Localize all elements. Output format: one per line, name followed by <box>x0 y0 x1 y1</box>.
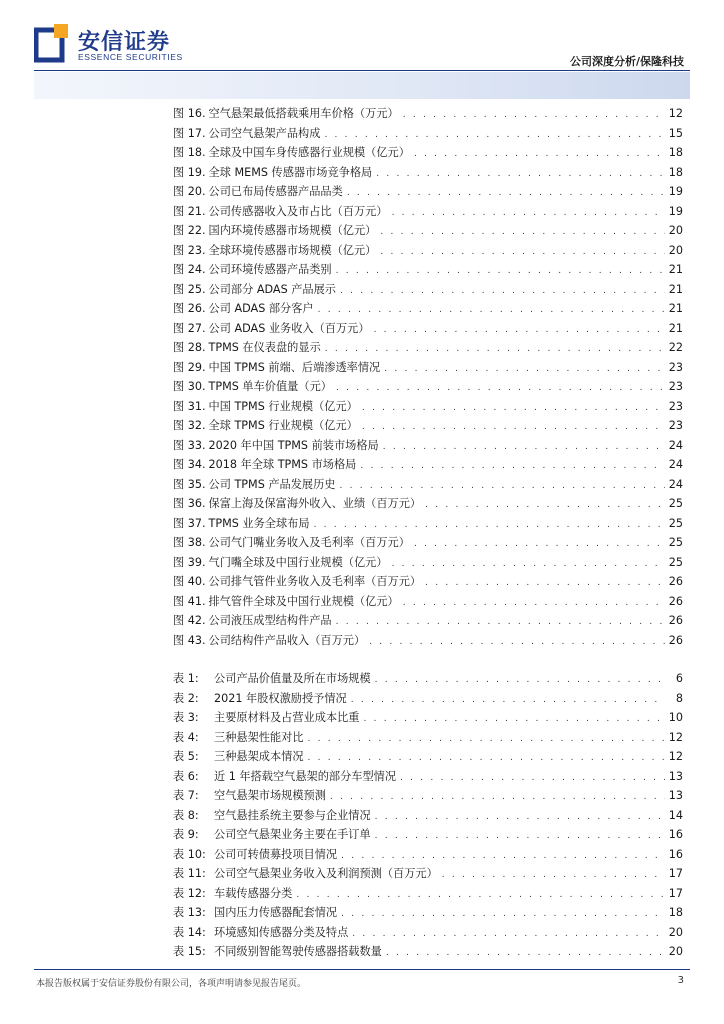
toc-entry-label: 图 20. <box>173 185 206 198</box>
toc-entry-label: 图 17. <box>173 126 206 140</box>
toc-entry-page: 16 <box>668 847 683 861</box>
toc-entry-label: 图 24. <box>173 263 206 276</box>
toc-dot-leader <box>351 691 665 711</box>
toc-entry-label: 图 21. <box>173 204 206 218</box>
toc-entry-page: 23 <box>668 399 683 413</box>
toc-dot-leader <box>386 944 665 964</box>
toc-entry-title: 公司空气悬架业务收入及利润预测（百万元） <box>214 867 438 880</box>
toc-entry-label: 图 26. <box>173 302 206 315</box>
brand-name-en: ESSENCE SECURITIES <box>78 52 183 62</box>
toc-entry-page: 10 <box>668 711 683 724</box>
figure-toc-entry[interactable] <box>173 611 683 631</box>
toc-entry-label: 图 22. <box>173 224 206 237</box>
toc-entry-label: 表 2: <box>173 691 199 705</box>
toc-entry-page: 23 <box>668 380 683 393</box>
toc-entry-page: 24 <box>668 438 683 452</box>
toc-entry-page: 12 <box>668 730 683 744</box>
page-number: 3 <box>677 975 684 986</box>
toc-entry-label: 图 19. <box>173 165 206 179</box>
toc-entry-title: 公司液压成型结构件产品 <box>208 614 332 627</box>
toc-entry-label: 表 14: <box>173 925 206 939</box>
toc-entry-title: 公司 ADAS 业务收入（百万元） <box>208 321 370 335</box>
toc-entry-title: TPMS 单车价值量（元） <box>208 380 332 393</box>
toc-entry-title: 2018 年全球 TPMS 市场格局 <box>208 458 357 471</box>
toc-dot-leader <box>341 905 665 925</box>
toc-entry-label: 图 29. <box>173 360 206 374</box>
toc-entry-page: 26 <box>668 614 683 627</box>
toc-dot-leader <box>362 418 665 438</box>
page-header <box>0 0 724 100</box>
toc-entry-page: 21 <box>668 282 683 296</box>
figure-toc-entry[interactable] <box>173 572 683 592</box>
table-toc-entry[interactable] <box>173 903 683 923</box>
toc-entry-title: 全球 MEMS 传感器市场竞争格局 <box>208 165 373 179</box>
toc-entry-page: 17 <box>668 867 683 880</box>
toc-entry-label: 图 28. <box>173 341 206 354</box>
toc-dot-leader <box>362 399 665 419</box>
toc-entry-title: 公司结构件产品收入（百万元） <box>208 633 366 647</box>
toc-entry-title: 空气悬挂系统主要参与企业情况 <box>214 808 371 822</box>
toc-entry-page: 12 <box>668 107 683 120</box>
toc-entry-title: 全球 TPMS 行业规模（亿元） <box>208 419 358 432</box>
figure-toc-entry[interactable] <box>173 163 683 183</box>
toc-dot-leader <box>375 808 665 828</box>
toc-entry-title: 公司环境传感器产品类别 <box>208 263 332 276</box>
company-logo <box>34 24 204 68</box>
toc-entry-label: 图 31. <box>173 399 206 413</box>
toc-entry-title: 环境感知传感器分类及特点 <box>214 925 349 939</box>
toc-entry-title: 保富上海及保富海外收入、业绩（百万元） <box>208 497 422 510</box>
toc-entry-page: 18 <box>668 906 683 919</box>
toc-entry-page: 25 <box>668 516 683 530</box>
toc-dot-leader <box>392 555 665 575</box>
toc-entry-label: 图 27. <box>173 321 206 335</box>
toc-dot-leader <box>414 535 665 555</box>
toc-entry-page: 22 <box>668 341 683 354</box>
toc-entry-page: 18 <box>668 146 683 159</box>
toc-entry-title: 全球环境传感器市场规模（亿元） <box>208 243 377 257</box>
toc-entry-page: 14 <box>668 808 683 822</box>
toc-dot-leader <box>360 457 664 477</box>
toc-dot-leader <box>376 165 665 185</box>
toc-entry-title: 公司 TPMS 产品发展历史 <box>208 477 336 491</box>
footer-divider <box>34 969 690 970</box>
figure-toc-entry[interactable] <box>173 182 683 202</box>
header-band <box>34 72 690 99</box>
toc-entry-page: 20 <box>668 224 683 237</box>
toc-entry-page: 21 <box>668 321 683 335</box>
table-toc-entry[interactable] <box>173 825 683 845</box>
toc-entry-label: 图 25. <box>173 282 206 296</box>
toc-entry-title: TPMS 业务全球布局 <box>208 516 310 530</box>
toc-dot-leader <box>363 710 664 730</box>
toc-dot-leader <box>442 866 665 886</box>
table-toc-entry[interactable] <box>173 747 683 767</box>
toc-dot-leader <box>375 827 665 847</box>
toc-entry-page: 23 <box>668 419 683 432</box>
figure-toc-entry[interactable] <box>173 397 683 417</box>
figure-toc-entry[interactable] <box>173 631 683 651</box>
toc-entry-label: 表 3: <box>173 711 199 724</box>
figure-toc-entry[interactable] <box>173 299 683 319</box>
toc-entry-page: 24 <box>668 477 683 491</box>
toc-entry-page: 25 <box>668 555 683 569</box>
header-divider <box>34 70 690 71</box>
toc-entry-title: 2021 年股权激励授予情况 <box>214 691 347 705</box>
toc-entry-title: 主要原材料及占营业成本比重 <box>214 711 360 724</box>
toc-entry-label: 图 42. <box>173 614 206 627</box>
toc-entry-title: 国内压力传感器配套情况 <box>214 906 338 919</box>
toc-entry-label: 表 10: <box>173 847 206 861</box>
toc-entry-page: 16 <box>668 828 683 841</box>
toc-entry-label: 图 37. <box>173 516 206 530</box>
table-toc-entry[interactable] <box>173 942 683 962</box>
toc-entry-page: 17 <box>668 886 683 900</box>
toc-entry-page: 19 <box>668 185 683 198</box>
toc-entry-label: 表 9: <box>173 828 199 841</box>
figure-toc-entry[interactable] <box>173 202 683 222</box>
toc-entry-title: 国内环境传感器市场规模（亿元） <box>208 224 377 237</box>
toc-entry-title: 三种悬架性能对比 <box>214 730 304 744</box>
toc-dot-leader <box>380 223 664 243</box>
figure-toc-entry[interactable] <box>173 592 683 612</box>
toc-entry-title: 气门嘴全球及中国行业规模（亿元） <box>208 555 388 569</box>
toc-dot-leader <box>336 262 665 282</box>
figure-toc-entry[interactable] <box>173 494 683 514</box>
toc-entry-page: 20 <box>668 243 683 257</box>
table-toc-entry[interactable] <box>173 864 683 884</box>
figure-toc-entry[interactable] <box>173 514 683 534</box>
toc-entry-title: 排气管件全球及中国行业规模（亿元） <box>208 594 399 608</box>
toc-entry-page: 21 <box>668 302 683 315</box>
toc-entry-page: 21 <box>668 263 683 276</box>
toc-entry-page: 25 <box>668 536 683 549</box>
toc-dot-leader <box>352 925 664 945</box>
figure-toc-entry[interactable] <box>173 377 683 397</box>
table-toc-entry[interactable] <box>173 806 683 826</box>
report-type: 公司深度分析/保隆科技 <box>569 55 684 68</box>
figure-toc-entry[interactable] <box>173 436 683 456</box>
toc-entry-title: 公司传感器收入及市占比（百万元） <box>208 204 388 218</box>
toc-entry-title: 公司排气管件业务收入及毛利率（百万元） <box>208 575 422 588</box>
table-list <box>173 669 683 962</box>
toc-entry-title: 近 1 年搭载空气悬架的部分车型情况 <box>214 769 397 783</box>
table-toc-entry[interactable] <box>173 786 683 806</box>
toc-dot-leader <box>336 379 665 399</box>
figure-toc-entry[interactable] <box>173 553 683 573</box>
table-toc-entry[interactable] <box>173 689 683 709</box>
table-toc-entry[interactable] <box>173 708 683 728</box>
figure-toc-entry[interactable] <box>173 319 683 339</box>
figure-toc-entry[interactable] <box>173 416 683 436</box>
toc-entry-page: 20 <box>668 945 683 958</box>
figure-toc-entry[interactable] <box>173 533 683 553</box>
toc-entry-page: 15 <box>668 126 683 140</box>
toc-entry-page: 6 <box>675 672 683 685</box>
toc-entry-title: 公司气门嘴业务收入及毛利率（百万元） <box>208 536 410 549</box>
toc-entry-title: 空气悬架最低搭载乘用车价格（万元） <box>208 107 399 120</box>
toc-dot-leader <box>403 106 665 126</box>
toc-dot-leader <box>380 243 664 263</box>
toc-entry-title: 中国 TPMS 前端、后端渗透率情况 <box>208 360 381 374</box>
brand-name-cn: 安信证券 <box>78 30 171 55</box>
table-toc-entry[interactable] <box>173 923 683 943</box>
toc-dot-leader <box>330 788 665 808</box>
figure-toc-entry[interactable] <box>173 455 683 475</box>
figure-toc-entry[interactable] <box>173 475 683 495</box>
toc-entry-page: 23 <box>668 360 683 374</box>
toc-entry-page: 12 <box>668 750 683 763</box>
toc-entry-label: 图 16. <box>173 107 206 120</box>
toc-entry-title: 公司空气悬架产品构成 <box>208 126 321 140</box>
toc-entry-page: 24 <box>668 458 683 471</box>
toc-dot-leader <box>336 613 665 633</box>
figure-toc-entry[interactable] <box>173 104 683 124</box>
toc-entry-label: 表 8: <box>173 808 199 822</box>
figure-toc-entry[interactable] <box>173 143 683 163</box>
toc-dot-leader <box>375 671 665 691</box>
table-toc-entry[interactable] <box>173 767 683 787</box>
toc-entry-page: 13 <box>668 789 683 802</box>
toc-dot-leader <box>369 633 665 653</box>
table-toc-entry[interactable] <box>173 884 683 904</box>
figure-toc-entry[interactable] <box>173 358 683 378</box>
toc-dot-leader <box>425 574 665 594</box>
toc-entry-label: 表 6: <box>173 769 199 783</box>
toc-entry-title: 不同级别智能驾驶传感器搭载数量 <box>214 945 382 958</box>
toc-entry-label: 图 32. <box>173 419 206 432</box>
toc-dot-leader <box>347 184 665 204</box>
toc-dot-leader <box>400 769 665 789</box>
toc-entry-label: 图 39. <box>173 555 206 569</box>
figure-toc-entry[interactable] <box>173 260 683 280</box>
toc-entry-label: 表 15: <box>173 945 206 958</box>
toc-entry-label: 图 34. <box>173 458 206 471</box>
toc-dot-leader <box>340 282 665 302</box>
toc-dot-leader <box>392 204 665 224</box>
toc-entry-label: 表 7: <box>173 789 199 802</box>
toc-entry-label: 图 43. <box>173 633 206 647</box>
toc-entry-page: 13 <box>668 769 683 783</box>
toc-entry-page: 25 <box>668 497 683 510</box>
toc-entry-label: 图 23. <box>173 243 206 257</box>
toc-entry-title: 中国 TPMS 行业规模（亿元） <box>208 399 358 413</box>
toc-entry-page: 26 <box>668 575 683 588</box>
toc-entry-label: 图 30. <box>173 380 206 393</box>
toc-dot-leader <box>318 301 665 321</box>
toc-entry-label: 图 38. <box>173 536 206 549</box>
figure-toc-entry[interactable] <box>173 338 683 358</box>
toc-entry-page: 8 <box>675 691 683 705</box>
toc-entry-label: 图 33. <box>173 438 206 452</box>
toc-dot-leader <box>414 145 665 165</box>
toc-entry-title: TPMS 在仪表盘的显示 <box>208 341 321 354</box>
toc-entry-title: 2020 年中国 TPMS 前装市场格局 <box>208 438 379 452</box>
toc-entry-title: 公司部分 ADAS 产品展示 <box>208 282 336 296</box>
figure-toc-entry[interactable] <box>173 280 683 300</box>
toc-dot-leader <box>296 886 664 906</box>
toc-entry-page: 26 <box>668 594 683 608</box>
table-toc-entry[interactable] <box>173 669 683 689</box>
toc-entry-label: 图 40. <box>173 575 206 588</box>
toc-entry-label: 图 36. <box>173 497 206 510</box>
toc-entry-label: 表 5: <box>173 750 199 763</box>
toc-entry-page: 26 <box>668 633 683 647</box>
toc-entry-title: 公司 ADAS 部分客户 <box>208 302 314 315</box>
toc-entry-title: 车载传感器分类 <box>214 886 293 900</box>
figure-toc-entry[interactable] <box>173 221 683 241</box>
toc-entry-title: 三种悬架成本情况 <box>214 750 304 763</box>
table-toc-entry[interactable] <box>173 845 683 865</box>
footer-disclaimer: 本报告版权属于安信证券股份有限公司，各项声明请参见报告尾页。 <box>36 979 307 989</box>
toc-entry-title: 空气悬架市场规模预测 <box>214 789 326 802</box>
toc-entry-title: 公司空气悬架业务主要在手订单 <box>214 828 371 841</box>
toc-entry-label: 表 11: <box>173 867 206 880</box>
figure-toc-entry[interactable] <box>173 241 683 261</box>
figure-toc-entry[interactable] <box>173 124 683 144</box>
toc-entry-title: 公司已布局传感器产品品类 <box>208 185 343 198</box>
toc-dot-leader <box>403 594 665 614</box>
toc-entry-label: 图 35. <box>173 477 206 491</box>
toc-dot-leader <box>425 496 665 516</box>
toc-entry-label: 表 4: <box>173 730 199 744</box>
table-toc-entry[interactable] <box>173 728 683 748</box>
toc-entry-title: 全球及中国车身传感器行业规模（亿元） <box>208 146 410 159</box>
toc-dot-leader <box>374 321 665 341</box>
toc-entry-title: 公司可转债募投项目情况 <box>214 847 338 861</box>
logo-mark-icon <box>34 24 70 64</box>
toc-dot-leader <box>383 438 665 458</box>
toc-entry-page: 19 <box>668 204 683 218</box>
toc-entry-label: 图 18. <box>173 146 206 159</box>
toc-entry-label: 表 12: <box>173 886 206 900</box>
figure-list <box>173 104 683 650</box>
toc-entry-title: 公司产品价值量及所在市场规模 <box>214 672 371 685</box>
toc-entry-label: 图 41. <box>173 594 206 608</box>
toc-entry-label: 表 13: <box>173 906 206 919</box>
toc-entry-page: 20 <box>668 925 683 939</box>
toc-entry-page: 18 <box>668 165 683 179</box>
toc-dot-leader <box>308 730 665 750</box>
toc-dot-leader <box>384 360 665 380</box>
toc-entry-label: 表 1: <box>173 672 199 685</box>
